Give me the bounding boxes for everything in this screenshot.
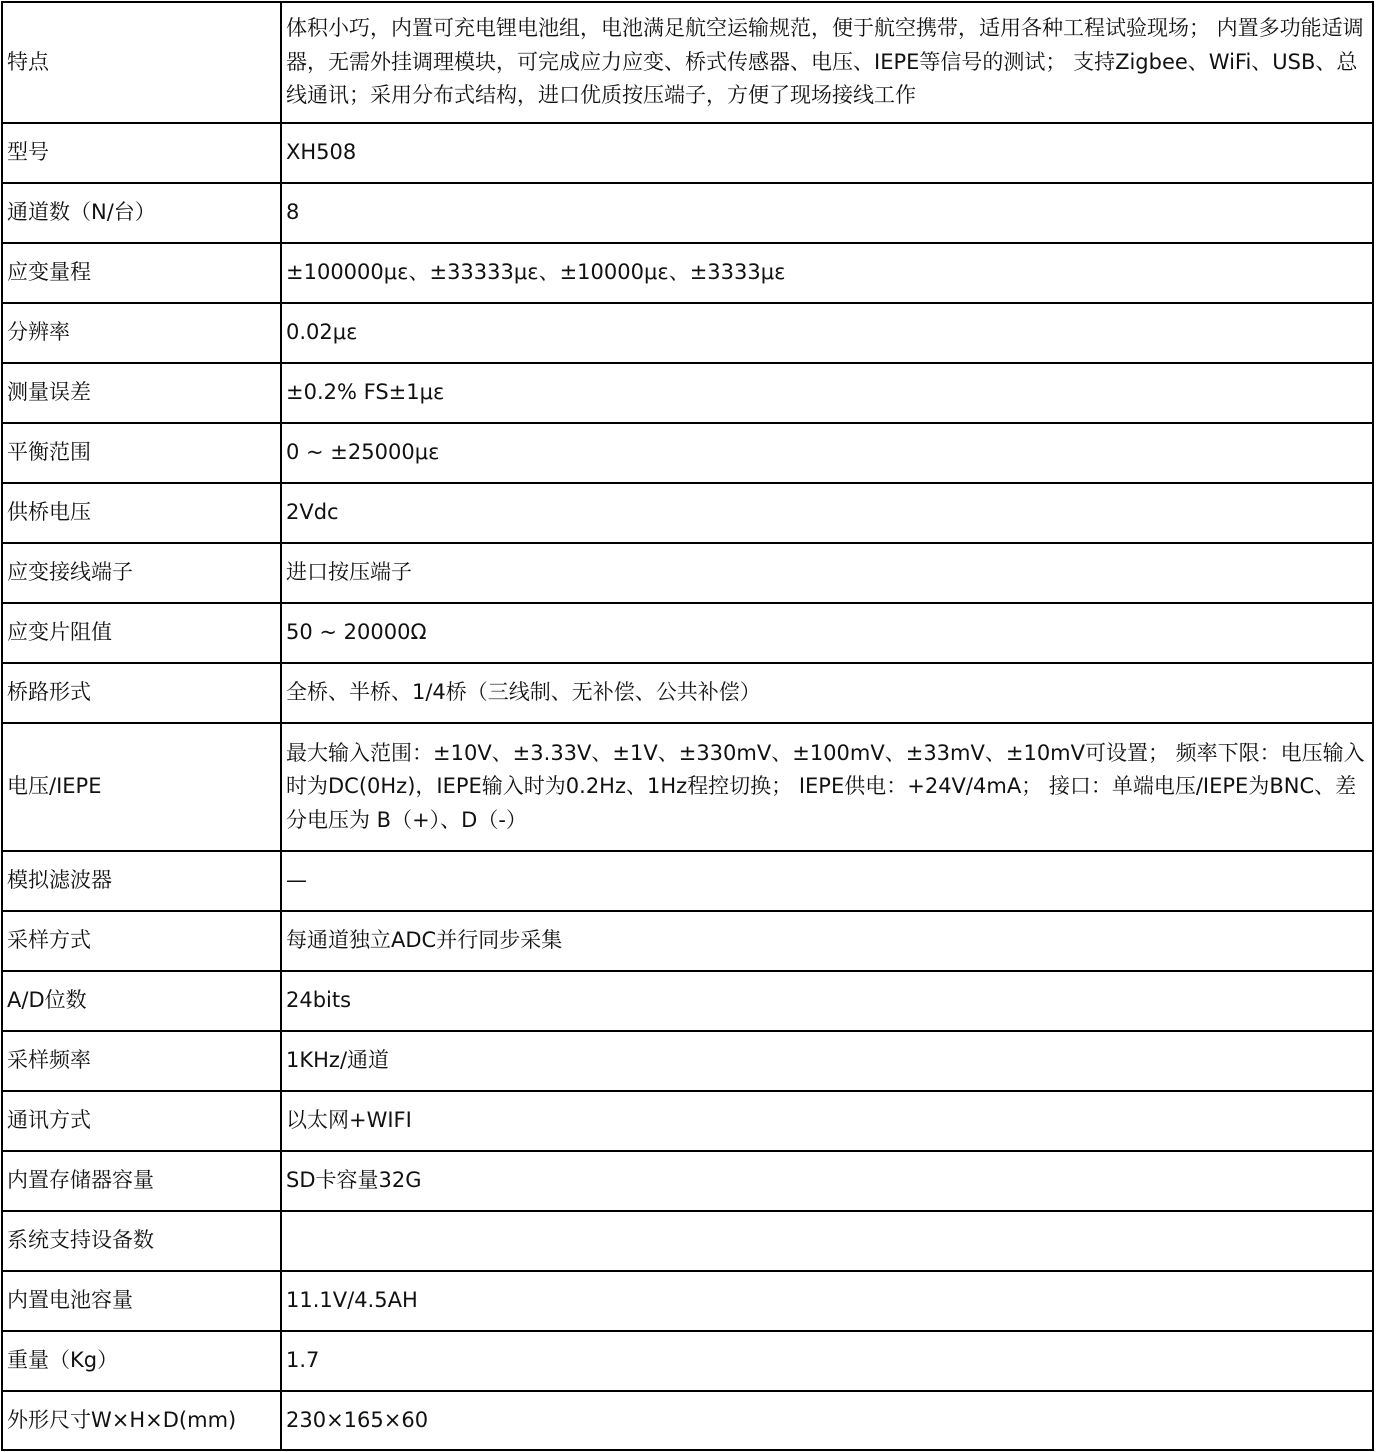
table-row: [2, 1271, 1373, 1331]
row-label: 供桥电压: [2, 483, 281, 543]
table-row: [2, 1391, 1373, 1450]
row-label: 重量（Kg）: [2, 1331, 281, 1391]
table-row: [2, 2, 1373, 123]
row-value: ±0.2% FS±1με: [281, 363, 1373, 423]
row-label: 应变接线端子: [2, 543, 281, 603]
row-label: 测量误差: [2, 363, 281, 423]
table-row: [2, 663, 1373, 723]
table-row: [2, 363, 1373, 423]
row-value: 24bits: [281, 971, 1373, 1031]
row-label: 采样频率: [2, 1031, 281, 1091]
row-value: 2Vdc: [281, 483, 1373, 543]
row-label: 外形尺寸W×H×D(mm): [2, 1391, 281, 1450]
row-value: 进口按压端子: [281, 543, 1373, 603]
row-label: 通道数（N/台）: [2, 183, 281, 243]
table-row: [2, 1331, 1373, 1391]
table-row: [2, 603, 1373, 663]
row-value: 0 ~ ±25000με: [281, 423, 1373, 483]
row-value: 0.02με: [281, 303, 1373, 363]
table-row: [2, 543, 1373, 603]
row-value: 每通道独立ADC并行同步采集: [281, 911, 1373, 971]
row-value: SD卡容量32G: [281, 1151, 1373, 1211]
row-value: [281, 1211, 1373, 1271]
row-value: 11.1V/4.5AH: [281, 1271, 1373, 1331]
row-value: 8: [281, 183, 1373, 243]
table-row: [2, 1091, 1373, 1151]
row-label: 特点: [2, 2, 281, 123]
table-row: [2, 911, 1373, 971]
row-label: 应变片阻值: [2, 603, 281, 663]
row-value: XH508: [281, 123, 1373, 183]
row-label: 分辨率: [2, 303, 281, 363]
row-value: 以太网+WIFI: [281, 1091, 1373, 1151]
row-label: 应变量程: [2, 243, 281, 303]
row-value: —: [281, 851, 1373, 911]
row-label: 型号: [2, 123, 281, 183]
row-value: 230×165×60: [281, 1391, 1373, 1450]
row-value: 50 ~ 20000Ω: [281, 603, 1373, 663]
spec-table: [1, 1, 1374, 1451]
table-row: [2, 483, 1373, 543]
table-row: [2, 851, 1373, 911]
row-label: 采样方式: [2, 911, 281, 971]
row-label: 平衡范围: [2, 423, 281, 483]
row-label: 电压/IEPE: [2, 723, 281, 851]
row-label: 内置电池容量: [2, 1271, 281, 1331]
row-value: 全桥、半桥、1/4桥（三线制、无补偿、公共补偿）: [281, 663, 1373, 723]
row-value: 体积小巧，内置可充电锂电池组，电池满足航空运输规范，便于航空携带，适用各种工程试验现场； 内置多功能适调器，无需外挂调理模块，可完成应力应变、桥式传感器、电压、IEPE等信号的测试； 支持Zigbee、WiFi、USB、总线通讯；采用分布式结构，进口优质按压端子，方便了现场接线工作: [281, 2, 1373, 123]
table-row: [2, 1031, 1373, 1091]
table-row: [2, 423, 1373, 483]
row-label: 通讯方式: [2, 1091, 281, 1151]
table-row: [2, 1151, 1373, 1211]
row-label: 内置存储器容量: [2, 1151, 281, 1211]
table-row: [2, 1211, 1373, 1271]
row-value: 1.7: [281, 1331, 1373, 1391]
table-row: [2, 303, 1373, 363]
table-row: [2, 971, 1373, 1031]
row-value: 最大输入范围：±10V、±3.33V、±1V、±330mV、±100mV、±33mV、±10mV可设置； 频率下限：电压输入时为DC(0Hz)，IEPE输入时为0.2Hz、1Hz程控切换； IEPE供电：+24V/4mA； 接口：单端电压/IEPE为BNC、差分电压为 B（+）、D（-）: [281, 723, 1373, 851]
row-label: 系统支持设备数: [2, 1211, 281, 1271]
table-row: [2, 183, 1373, 243]
row-label: A/D位数: [2, 971, 281, 1031]
table-row: [2, 723, 1373, 851]
row-label: 模拟滤波器: [2, 851, 281, 911]
row-label: 桥路形式: [2, 663, 281, 723]
row-value: ±100000με、±33333με、±10000με、±3333με: [281, 243, 1373, 303]
row-value: 1KHz/通道: [281, 1031, 1373, 1091]
table-row: [2, 243, 1373, 303]
table-row: [2, 123, 1373, 183]
